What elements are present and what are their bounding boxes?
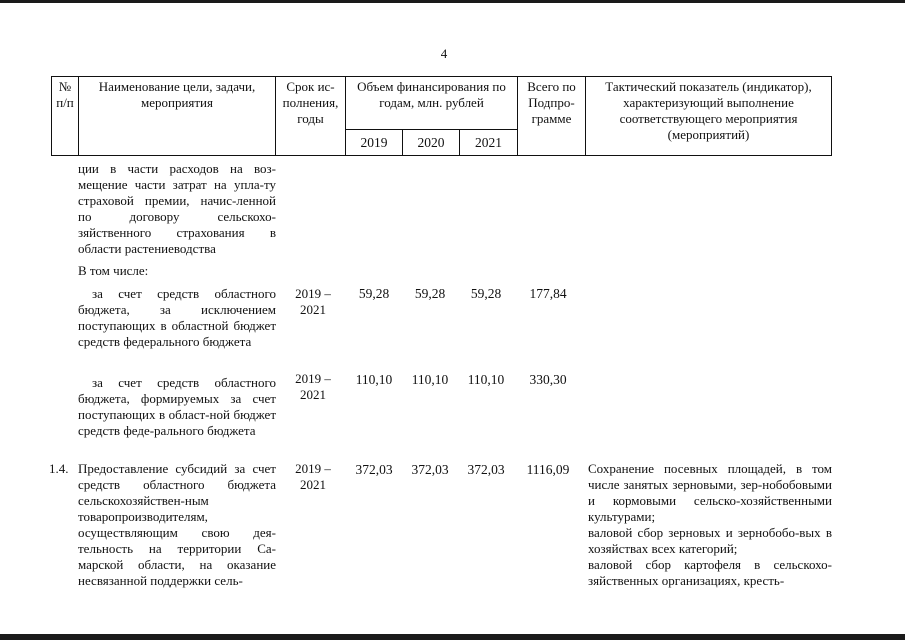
header-financing: Объем финансирования по годам, млн. рублей <box>346 77 518 130</box>
header-total: Всего по Подпро-грамме <box>518 77 586 156</box>
indicator-line-2: валовой сбор зерновых и зернобобо-вых в хозяйствах всех категорий; <box>588 525 832 556</box>
row-regional-budget-total: 177,84 <box>529 286 567 301</box>
header-year-2021: 2021 <box>460 130 518 156</box>
row-regional-budget-term: 2019 – 2021 <box>295 286 331 317</box>
row-federal-funds-total: 330,30 <box>529 372 567 387</box>
row-1-4-total: 1116,09 <box>526 462 570 477</box>
row-federal-funds-term: 2019 – 2021 <box>295 371 331 402</box>
header-term: Срок ис-полнения, годы <box>276 77 346 156</box>
header-year-2019: 2019 <box>346 130 403 156</box>
row-federal-funds-name: за счет средств областного бюджета, формируемых за счет поступающих в област-ной бюджет средств феде-рального бюджета <box>78 375 276 438</box>
row-regional-budget-2021: 59,28 <box>470 286 502 301</box>
row-1-4-number: 1.4. <box>49 461 69 476</box>
row-1-4-name: Предоставление субсидий за счет средств областного бюджета сельскохозяйствен-ным товаропроизводителям, осуществляющим свою дея-тельность на территории Са-марской области, на оказание несвязанной поддержки сель- <box>78 461 276 588</box>
header-number: № п/п <box>52 77 79 156</box>
page-number: 4 <box>440 46 448 61</box>
row-regional-budget-2019: 59,28 <box>358 286 390 301</box>
row-federal-funds-2019: 110,10 <box>355 372 393 387</box>
row-1-4-2021: 372,03 <box>467 462 505 477</box>
row-federal-funds-2020: 110,10 <box>411 372 449 387</box>
row-1-4-2020: 372,03 <box>411 462 449 477</box>
header-year-2020: 2020 <box>403 130 460 156</box>
page-bottom-edge <box>0 634 905 640</box>
row-continuation-text: ции в части расходов на воз-мещение части затрат на упла-ту страховой премии, начис-ленной по договору сельскохо-зяйственного страхования в области растениеводства <box>78 161 276 256</box>
indicator-line-3: валовой сбор картофеля в сельскохо-зяйственных организациях, кресть- <box>588 557 832 588</box>
header-name: Наименование цели, задачи, мероприятия <box>79 77 276 156</box>
row-regional-budget-2020: 59,28 <box>414 286 446 301</box>
header-indicator: Тактический показатель (индикатор), характеризующий выполнение соответствующего мероприятия (мероприятий) <box>586 77 832 156</box>
row-federal-funds-2021: 110,10 <box>467 372 505 387</box>
row-regional-budget-name: за счет средств областного бюджета, за исключением поступающих в областной бюджет средств федерального бюджета <box>78 286 276 349</box>
indicator-line-1: Сохранение посевных площадей, в том числе занятых зерновыми, зер-нобобовыми и кормовыми сельско-хозяйственными культурами; <box>588 461 832 524</box>
row-1-4-indicator <box>588 461 832 589</box>
row-1-4-term: 2019 – 2021 <box>295 461 331 492</box>
row-including-label: В том числе: <box>78 263 149 278</box>
row-1-4-2019: 372,03 <box>355 462 393 477</box>
